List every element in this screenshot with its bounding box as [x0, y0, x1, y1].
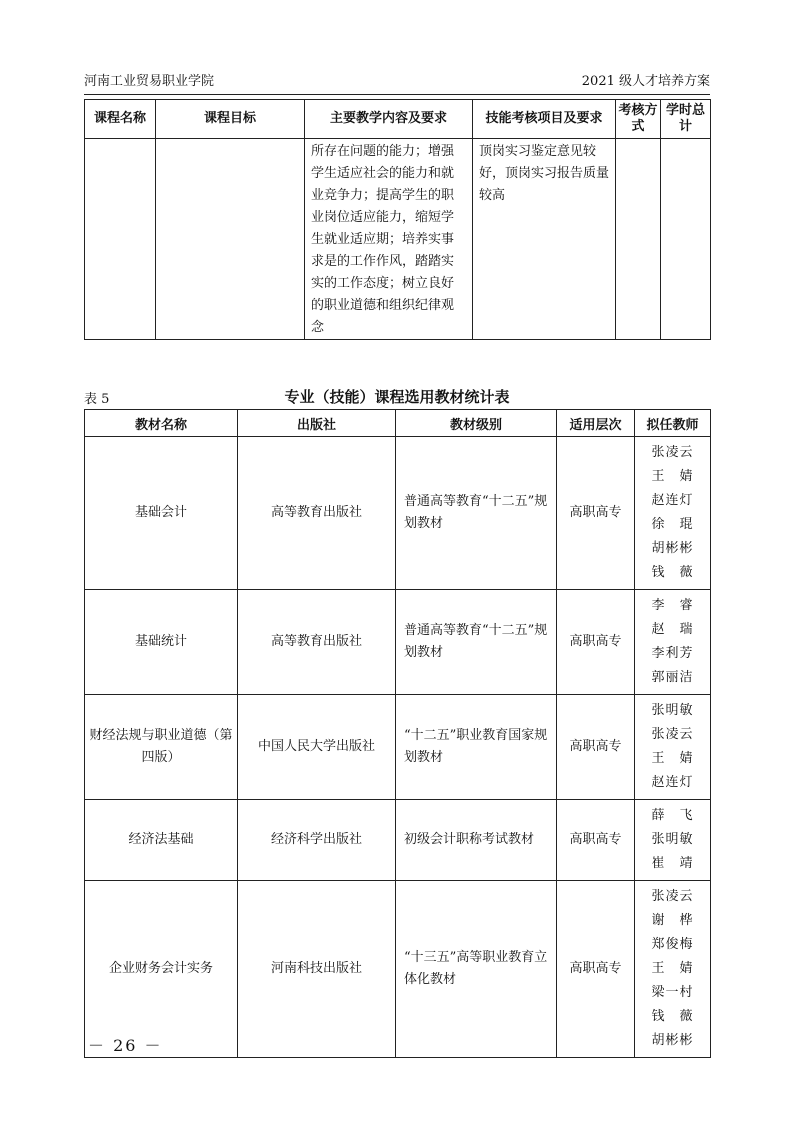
- teacher-name: 王 婧: [651, 751, 694, 766]
- teacher-name: 郭丽洁: [651, 670, 694, 685]
- skills-text: 顶岗实习鉴定意见较好，顶岗实习报告质量较高: [479, 144, 610, 203]
- table-row: [85, 695, 711, 800]
- page-header: [84, 72, 710, 92]
- textbook-table: [84, 409, 711, 1058]
- teacher-name: 钱 薇: [651, 565, 694, 580]
- cell-tier: 高职高专: [557, 881, 635, 1058]
- teacher-name: 李 睿: [651, 598, 694, 613]
- cell-course-name: [85, 139, 156, 340]
- teacher-name: 崔 靖: [651, 856, 694, 871]
- cell-assessment: [616, 139, 661, 340]
- header-school-name: 河南工业贸易职业学院: [84, 74, 215, 89]
- content-text: 所存在问题的能力；增强学生适应社会的能力和就业竞争力；提高学生的职业岗位适应能力，缩短学生就业适应期；培养实事求是的工作作风，踏踏实实的工作态度；树立良好的职业道德和组织纪律观念: [311, 144, 455, 335]
- col-header-assessment: 考核方式: [616, 100, 661, 139]
- cell-content: [305, 139, 473, 340]
- teacher-name: 郑俊梅: [651, 937, 694, 952]
- teacher-name: 胡彬彬: [651, 1033, 694, 1048]
- cell-publisher: 经济科学出版社: [238, 800, 396, 881]
- cell-level: 普通高等教育“十二五”规划教材: [396, 437, 557, 590]
- col-header-textbook-name: 教材名称: [85, 410, 238, 437]
- col-header-level: 教材级别: [396, 410, 557, 437]
- table-caption: [84, 386, 710, 408]
- table-row: [85, 800, 711, 881]
- cell-textbook-name: 基础统计: [85, 590, 238, 695]
- cell-textbook-name: 基础会计: [85, 437, 238, 590]
- teacher-name: 王 婧: [651, 469, 694, 484]
- curriculum-table: [84, 99, 711, 340]
- table-row: [85, 437, 711, 590]
- teacher-name: 李利芳: [651, 646, 694, 661]
- table-row: [85, 590, 711, 695]
- cell-tier: 高职高专: [557, 437, 635, 590]
- cell-level: “十二五”职业教育国家规划教材: [396, 695, 557, 800]
- cell-publisher: 中国人民大学出版社: [238, 695, 396, 800]
- col-header-course-name: 课程名称: [85, 100, 156, 139]
- col-header-content: 主要教学内容及要求: [305, 100, 473, 139]
- table-row: [85, 139, 711, 340]
- cell-skills: [473, 139, 616, 340]
- cell-hours: [661, 139, 711, 340]
- cell-tier: 高职高专: [557, 695, 635, 800]
- table-label: 表 5: [84, 392, 110, 407]
- cell-publisher: 高等教育出版社: [238, 437, 396, 590]
- col-header-teachers: 拟任教师: [635, 410, 711, 437]
- teacher-name: 赵 瑞: [651, 622, 694, 637]
- cell-level: 普通高等教育“十二五”规划教材: [396, 590, 557, 695]
- cell-tier: 高职高专: [557, 800, 635, 881]
- table-header-row: [85, 410, 711, 437]
- teacher-name: 薛 飞: [651, 808, 694, 823]
- cell-teachers: [635, 695, 711, 800]
- col-header-tier: 适用层次: [557, 410, 635, 437]
- cell-publisher: 河南科技出版社: [238, 881, 396, 1058]
- table-header-row: [85, 100, 711, 139]
- col-header-hours: 学时总计: [661, 100, 711, 139]
- teacher-name: 梁一村: [651, 985, 694, 1000]
- col-header-course-goal: 课程目标: [156, 100, 305, 139]
- cell-tier: 高职高专: [557, 590, 635, 695]
- teacher-name: 张明敏: [651, 703, 694, 718]
- teacher-name: 钱 薇: [651, 1009, 694, 1024]
- cell-publisher: 高等教育出版社: [238, 590, 396, 695]
- cell-textbook-name: 企业财务会计实务: [85, 881, 238, 1058]
- teacher-name: 赵连灯: [651, 775, 694, 790]
- col-header-skills: 技能考核项目及要求: [473, 100, 616, 139]
- table-row: [85, 881, 711, 1058]
- teacher-name: 王 婧: [651, 961, 694, 976]
- page-number: － 26 －: [88, 1036, 163, 1055]
- cell-teachers: [635, 800, 711, 881]
- table-title: 专业（技能）课程选用教材统计表: [284, 388, 510, 406]
- cell-level: “十三五”高等职业教育立体化教材: [396, 881, 557, 1058]
- teacher-name: 张凌云: [651, 889, 694, 904]
- teacher-name: 张明敏: [651, 832, 694, 847]
- teacher-name: 胡彬彬: [651, 541, 694, 556]
- teacher-name: 徐 琨: [651, 517, 694, 532]
- cell-course-goal: [156, 139, 305, 340]
- teacher-name: 张凌云: [651, 727, 694, 742]
- header-divider: [84, 94, 710, 95]
- teacher-name: 赵连灯: [651, 493, 694, 508]
- teacher-name: 张凌云: [651, 445, 694, 460]
- cell-textbook-name: 经济法基础: [85, 800, 238, 881]
- cell-textbook-name: 财经法规与职业道德（第四版）: [85, 695, 238, 800]
- teacher-name: 谢 桦: [651, 913, 694, 928]
- cell-teachers: [635, 881, 711, 1058]
- col-header-publisher: 出版社: [238, 410, 396, 437]
- header-doc-title: 2021 级人才培养方案: [581, 74, 710, 89]
- cell-teachers: [635, 437, 711, 590]
- cell-teachers: [635, 590, 711, 695]
- cell-level: 初级会计职称考试教材: [396, 800, 557, 881]
